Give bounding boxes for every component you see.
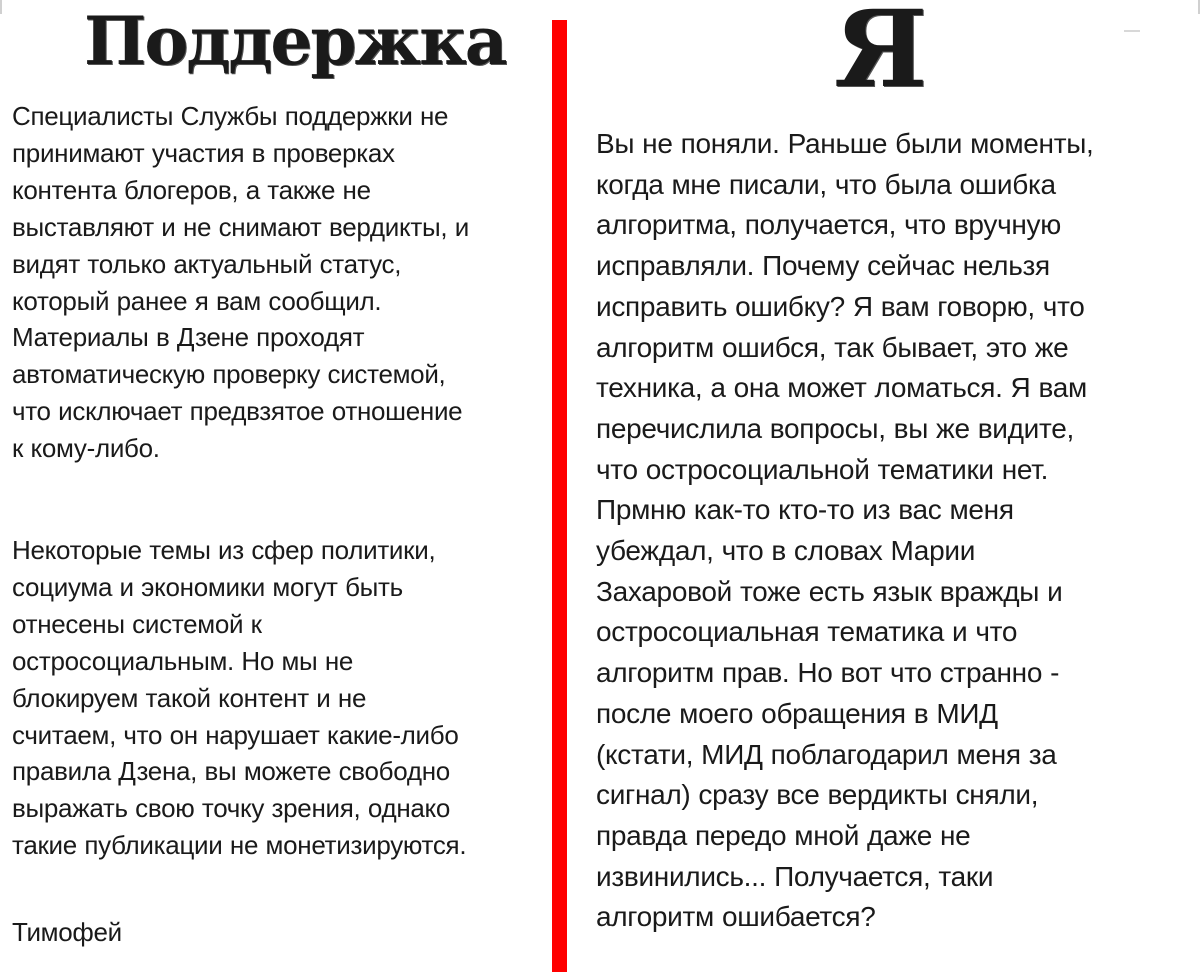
text-line: Вы не поняли. Раньше были моменты, xyxy=(596,128,1094,159)
text-line: Специалисты Службы поддержки не xyxy=(12,101,449,131)
text-line: извинились... Получается, таки xyxy=(596,860,994,892)
decorative-dash xyxy=(1124,30,1140,32)
text-line: когда мне писали, что была ошибка xyxy=(596,168,1056,200)
text-line: контента блогеров, а также не xyxy=(12,174,371,205)
text-line: Захаровой тоже есть язык вражды и xyxy=(596,575,1063,607)
text-line: такие публикации не монетизируются. xyxy=(12,830,467,861)
text-line: алгоритм ошибся, так бывает, это же xyxy=(596,331,1069,363)
support-paragraph-2 xyxy=(12,532,552,864)
support-heading: Поддержка xyxy=(84,2,506,80)
text-line: перечислила вопросы, вы же видите, xyxy=(596,412,1074,444)
support-signature: Тимофей xyxy=(12,917,122,947)
text-line: выражать свою точку зрения, однако xyxy=(12,793,451,824)
text-line: остросоциальная тематика и что xyxy=(596,616,1018,648)
text-line: принимают участия в проверках xyxy=(12,137,395,168)
text-line: к кому-либо. xyxy=(12,433,160,464)
text-line: убеждал, что в словах Марии xyxy=(596,535,976,567)
text-line: алгоритма, получается, что вручную xyxy=(596,209,1061,241)
user-paragraph xyxy=(596,124,1200,938)
text-line: сигнал) сразу все вердикты сняли, xyxy=(596,779,1039,811)
text-line: исправляли. Почему сейчас нельзя xyxy=(596,250,1050,282)
text-line: Некоторые темы из сфер политики, xyxy=(12,535,436,565)
text-line: правила Дзена, вы можете свободно xyxy=(12,756,450,787)
text-line: что остросоциальной тематики нет. xyxy=(596,453,1049,485)
text-line: остросоциальным. Но мы не xyxy=(12,645,354,676)
text-line: алгоритм ошибается? xyxy=(596,901,876,933)
text-line: блокируем такой контент и не xyxy=(12,682,367,713)
text-line: считаем, что он нарушает какие-либо xyxy=(12,719,459,750)
text-line: после моего обращения в МИД xyxy=(596,697,998,729)
text-line: алгоритм прав. Но вот что странно - xyxy=(596,657,1060,689)
text-line: техника, а она может ломаться. Я вам xyxy=(596,372,1087,404)
user-heading: Я xyxy=(834,0,928,111)
text-line: который ранее я вам сообщил. xyxy=(12,285,382,316)
text-line: выставляют и не снимают вердикты, и xyxy=(12,211,469,242)
text-line: видят только актуальный статус, xyxy=(12,248,402,279)
text-line: (кстати, МИД поблагодарил меня за xyxy=(596,738,1057,770)
text-line: отнесены системой к xyxy=(12,608,262,639)
text-line: Материалы в Дзене проходят xyxy=(12,322,365,353)
text-line: автоматическую проверку системой, xyxy=(12,359,446,390)
text-line: правда передо мной даже не xyxy=(596,819,971,851)
corner-mark-left xyxy=(0,0,2,14)
text-line: социума и экономики могут быть xyxy=(12,571,403,602)
text-line: исправить ошибку? Я вам говорю, что xyxy=(596,290,1085,322)
text-line: что исключает предвзятое отношение xyxy=(12,396,463,427)
red-divider xyxy=(552,20,567,972)
support-paragraph-1 xyxy=(12,98,552,467)
text-line: Прмню как-то кто-то из вас меня xyxy=(596,494,1014,526)
